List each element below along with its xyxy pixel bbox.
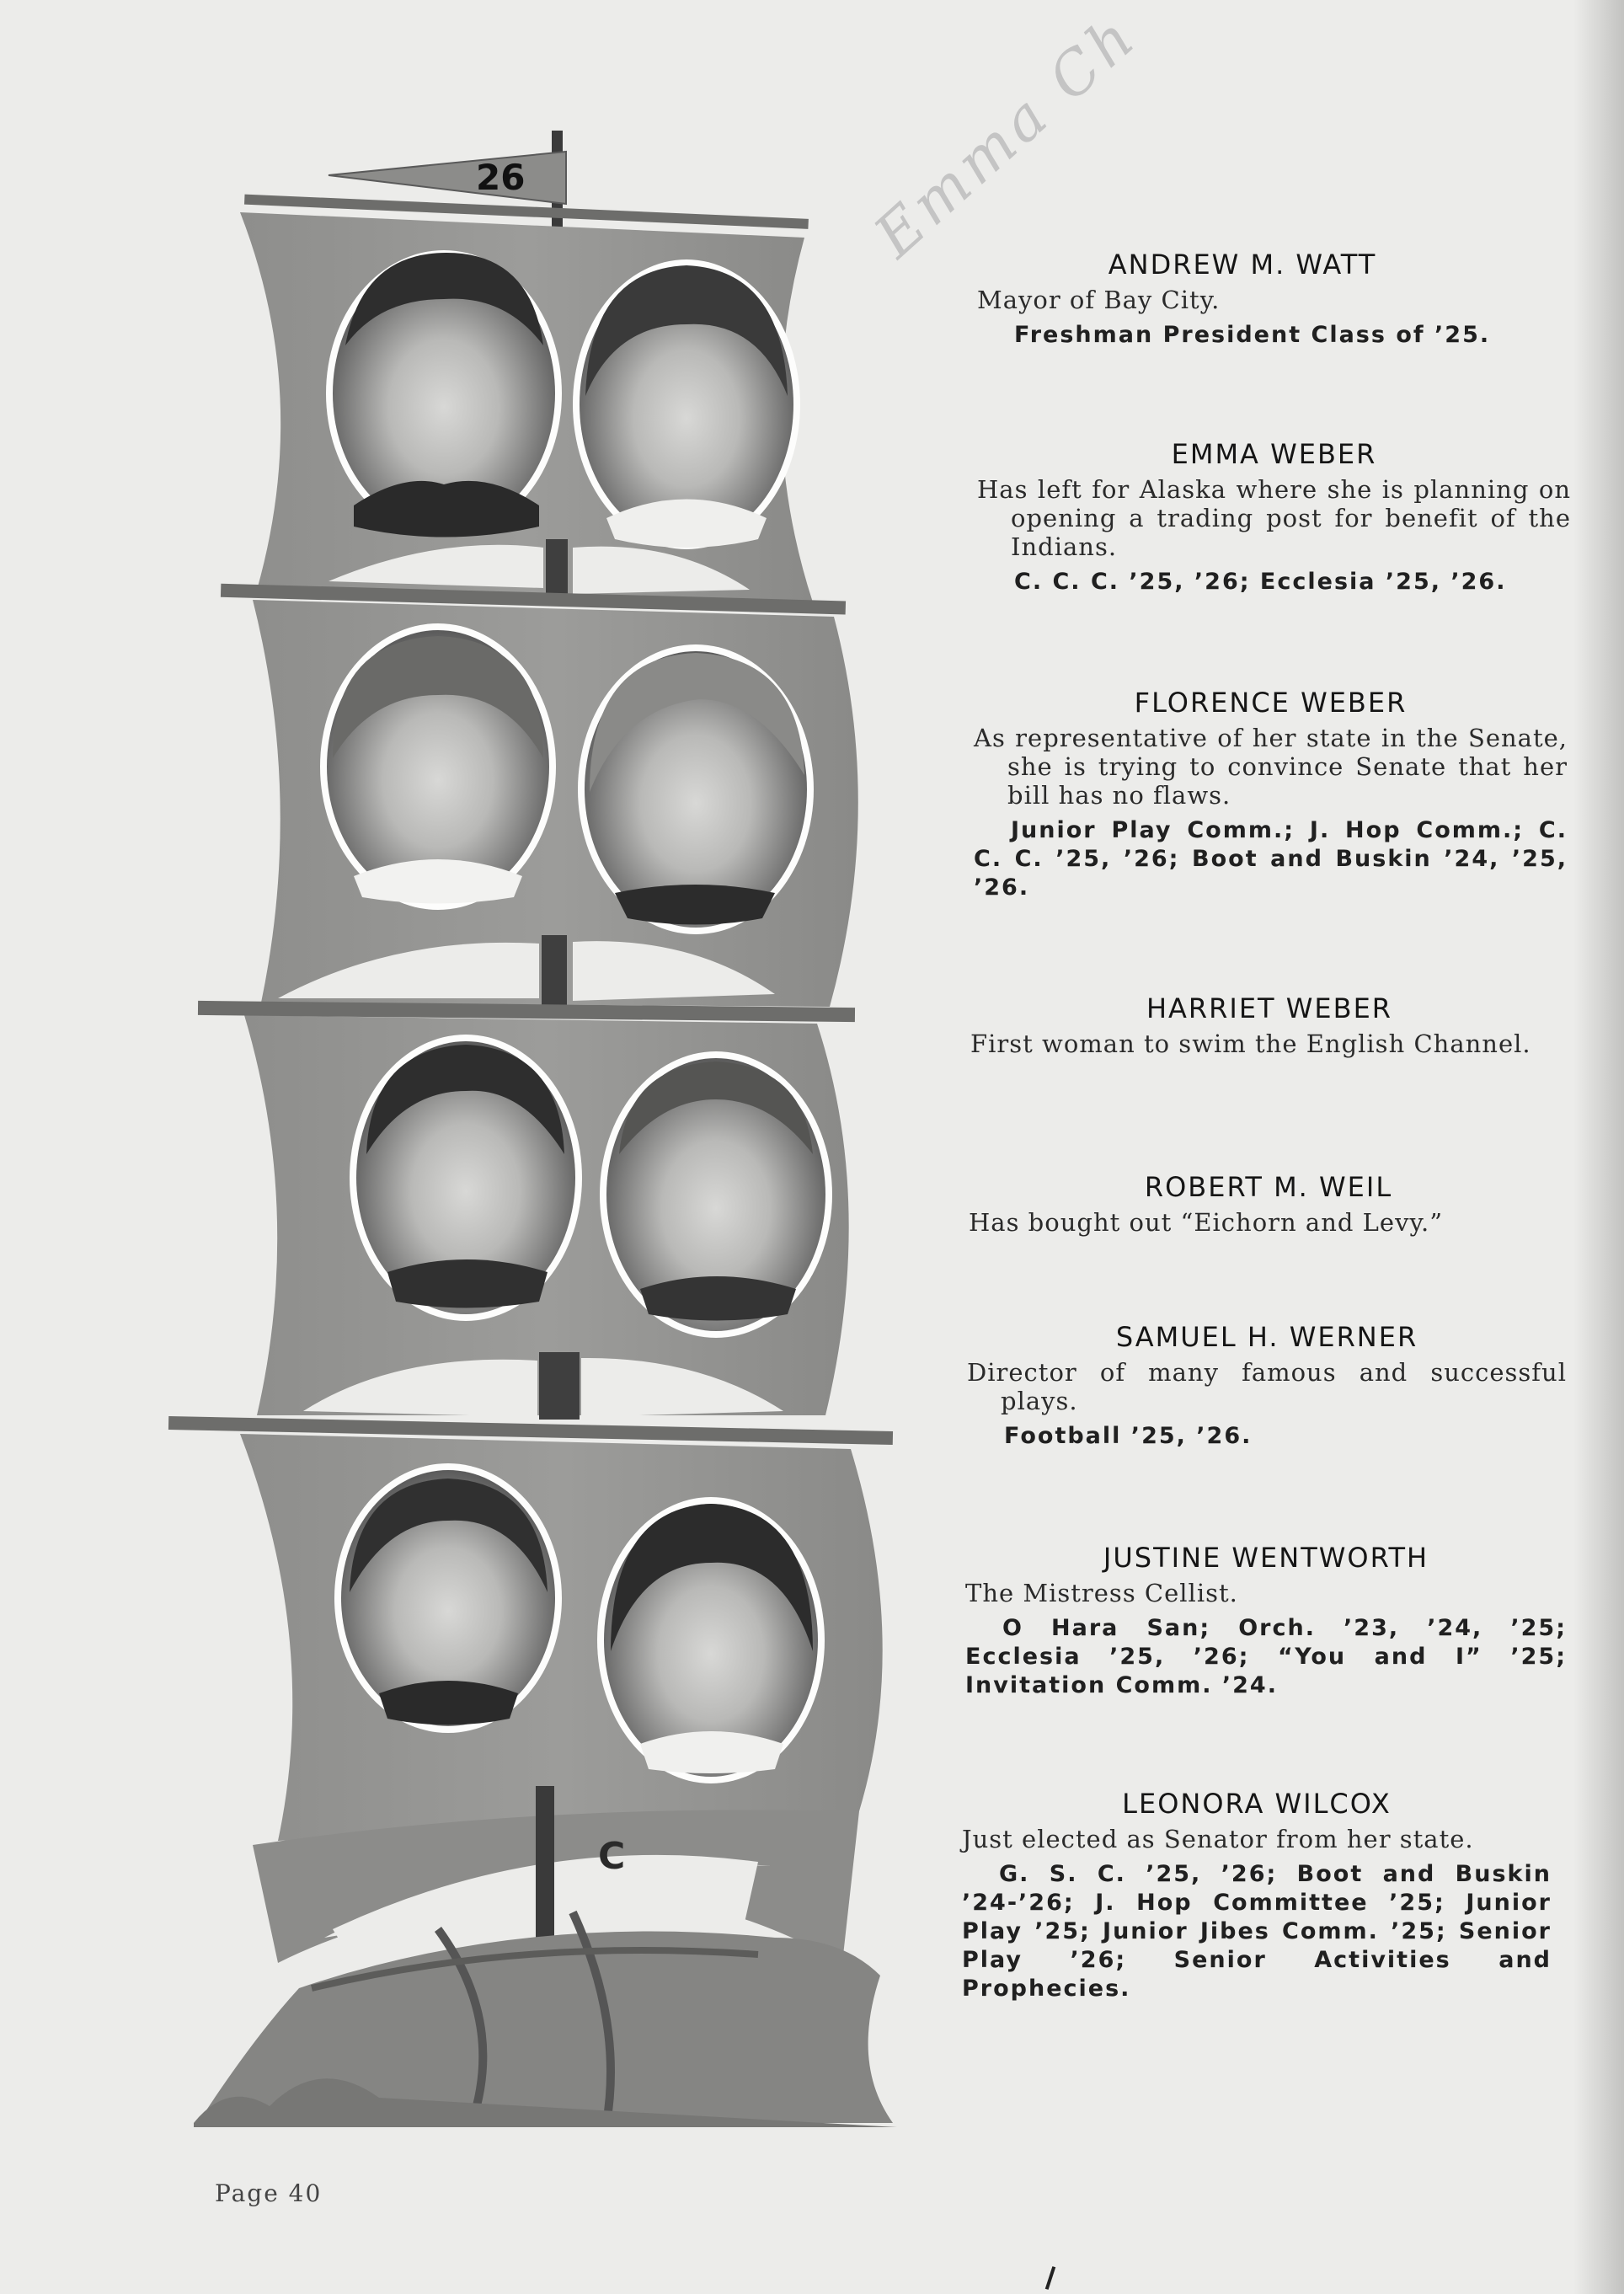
portrait-harriet-weber xyxy=(350,1035,582,1321)
entry-samuel-werner xyxy=(967,1321,1567,1451)
entry-description: First woman to swim the English Channel. xyxy=(970,1029,1531,1058)
portrait-florence-weber-1 xyxy=(320,623,556,910)
page-number: Page 40 xyxy=(215,2179,323,2207)
portrait-robert-weil xyxy=(600,1051,832,1338)
entry-name: FLORENCE WEBER xyxy=(1134,687,1408,719)
entry-robert-weil xyxy=(969,1171,1568,1237)
pencil-mark xyxy=(1045,2266,1055,2290)
entry-name: ANDREW M. WATT xyxy=(1108,249,1377,281)
entry-name: ROBERT M. WEIL xyxy=(1144,1171,1393,1203)
entry-description: Just elected as Senator from her state. xyxy=(962,1825,1474,1853)
portrait-andrew-watt xyxy=(326,250,562,537)
pennant-number: 26 xyxy=(476,157,526,198)
hull-letter: C xyxy=(598,1835,626,1878)
entry-emma-weber xyxy=(977,438,1571,596)
entry-description: Mayor of Bay City. xyxy=(977,286,1221,314)
entry-activities: Football ’25, ’26. xyxy=(1004,1423,1253,1449)
entry-name: HARRIET WEBER xyxy=(1146,992,1393,1024)
entry-activities: Junior Play Comm.; J. Hop Comm.; C. C. C. ’25, ’26; Boot and Buskin ’24, ’25, ’26. xyxy=(974,817,1568,901)
entry-description: Director of many famous and successful plays. xyxy=(967,1358,1567,1415)
entry-description: The Mistress Cellist. xyxy=(965,1579,1238,1607)
pennant-flag xyxy=(329,152,566,204)
portrait-justine-wentworth xyxy=(597,1497,825,1783)
portrait-samuel-werner xyxy=(334,1463,562,1733)
entry-name: EMMA WEBER xyxy=(1171,438,1377,470)
entry-justine-wentworth xyxy=(965,1542,1567,1700)
page-edge-shadow xyxy=(1573,0,1624,2294)
pencil-margin-note: Emma Ch xyxy=(861,0,1151,271)
entry-name: LEONORA WILCOX xyxy=(1122,1788,1392,1820)
entry-andrew-watt xyxy=(977,249,1508,350)
entry-description: Has bought out “Eichorn and Levy.” xyxy=(969,1208,1444,1237)
entry-florence-weber xyxy=(974,687,1568,902)
entry-leonora-wilcox xyxy=(962,1788,1552,2003)
portrait-florence-weber-2 xyxy=(578,644,814,934)
entry-activities: C. C. C. ’25, ’26; Ecclesia ’25, ’26. xyxy=(1014,569,1507,595)
entry-activities: G. S. C. ’25, ’26; Boot and Buskin ’24-’26; J. Hop Committee ’25; Junior Play ’25; Junior Jibes Comm. ’25; Senior Play ’26; Senior Activities and Prophecies. xyxy=(962,1861,1552,2002)
entry-name: JUSTINE WENTWORTH xyxy=(1103,1542,1429,1574)
entry-description: Has left for Alaska where she is planning on opening a trading post for benefit of the Indians. xyxy=(977,475,1571,561)
entry-name: SAMUEL H. WERNER xyxy=(1115,1321,1418,1353)
portrait-emma-weber xyxy=(573,259,800,549)
entry-harriet-weber xyxy=(970,992,1568,1058)
entry-activities: O Hara San; Orch. ’23, ’24, ’25; Ecclesia ’25, ’26; “You and I” ’25; Invitation Comm. ’24. xyxy=(965,1615,1567,1698)
entry-description: As representative of her state in the Senate, she is trying to convince Senate that her bill has no flaws. xyxy=(974,724,1568,810)
entry-activities: Freshman President Class of ’25. xyxy=(1014,322,1491,348)
